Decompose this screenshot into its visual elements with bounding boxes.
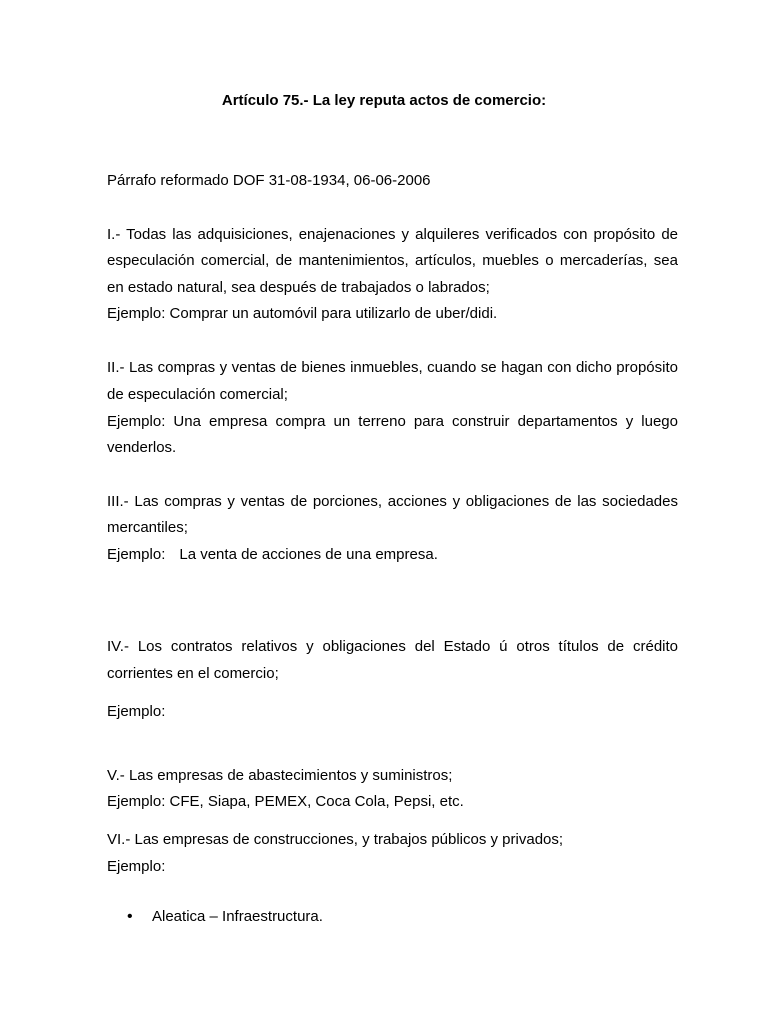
section-iv-example: Ejemplo: [107, 703, 166, 720]
article-title: Artículo 75.- La ley reputa actos de comercio: [221, 92, 547, 109]
section-i-line-2: especulación comercial, de mantenimientos, artículos, muebles o mercaderías, sea [107, 252, 678, 269]
list-item: Aleatica – Infraestructura. [152, 908, 323, 925]
section-v-line-1: V.- Las empresas de abastecimientos y suministros; [107, 767, 453, 784]
section-iii-line-2: mercantiles; [107, 519, 188, 536]
section-i-line-1: I.- Todas las adquisiciones, enajenaciones y alquileres verificados con propósito de [107, 226, 678, 243]
section-ii-example-line-2: venderlos. [107, 439, 177, 456]
section-iii-line-1: III.- Las compras y ventas de porciones, acciones y obligaciones de las sociedades [107, 493, 678, 510]
bullet-icon: • [127, 908, 133, 925]
section-ii-line-1: II.- Las compras y ventas de bienes inmuebles, cuando se hagan con dicho propósito [107, 359, 678, 376]
section-vi-line-1: VI.- Las empresas de construcciones, y trabajos públicos y privados; [107, 831, 564, 848]
section-iii-example-label: Ejemplo: [107, 546, 166, 563]
section-vi-example: Ejemplo: [107, 858, 166, 875]
section-iv-line-1: IV.- Los contratos relativos y obligaciones del Estado ú otros títulos de crédito [107, 638, 678, 655]
reform-note: Párrafo reformado DOF 31-08-1934, 06-06-2006 [107, 172, 431, 189]
section-v-example: Ejemplo: CFE, Siapa, PEMEX, Coca Cola, Pepsi, etc. [107, 793, 464, 810]
section-i-line-3: en estado natural, sea después de trabajados o labrados; [107, 279, 490, 296]
section-ii-example-line-1: Ejemplo: Una empresa compra un terreno para construir departamentos y luego [107, 413, 678, 430]
section-iii-example [107, 545, 678, 565]
section-i-example: Ejemplo: Comprar un automóvil para utilizarlo de uber/didi. [107, 305, 498, 322]
section-ii-line-2: de especulación comercial; [107, 386, 288, 403]
section-iv-line-2: corrientes en el comercio; [107, 665, 279, 682]
section-iii-example-text: La venta de acciones de una empresa. [179, 546, 438, 563]
